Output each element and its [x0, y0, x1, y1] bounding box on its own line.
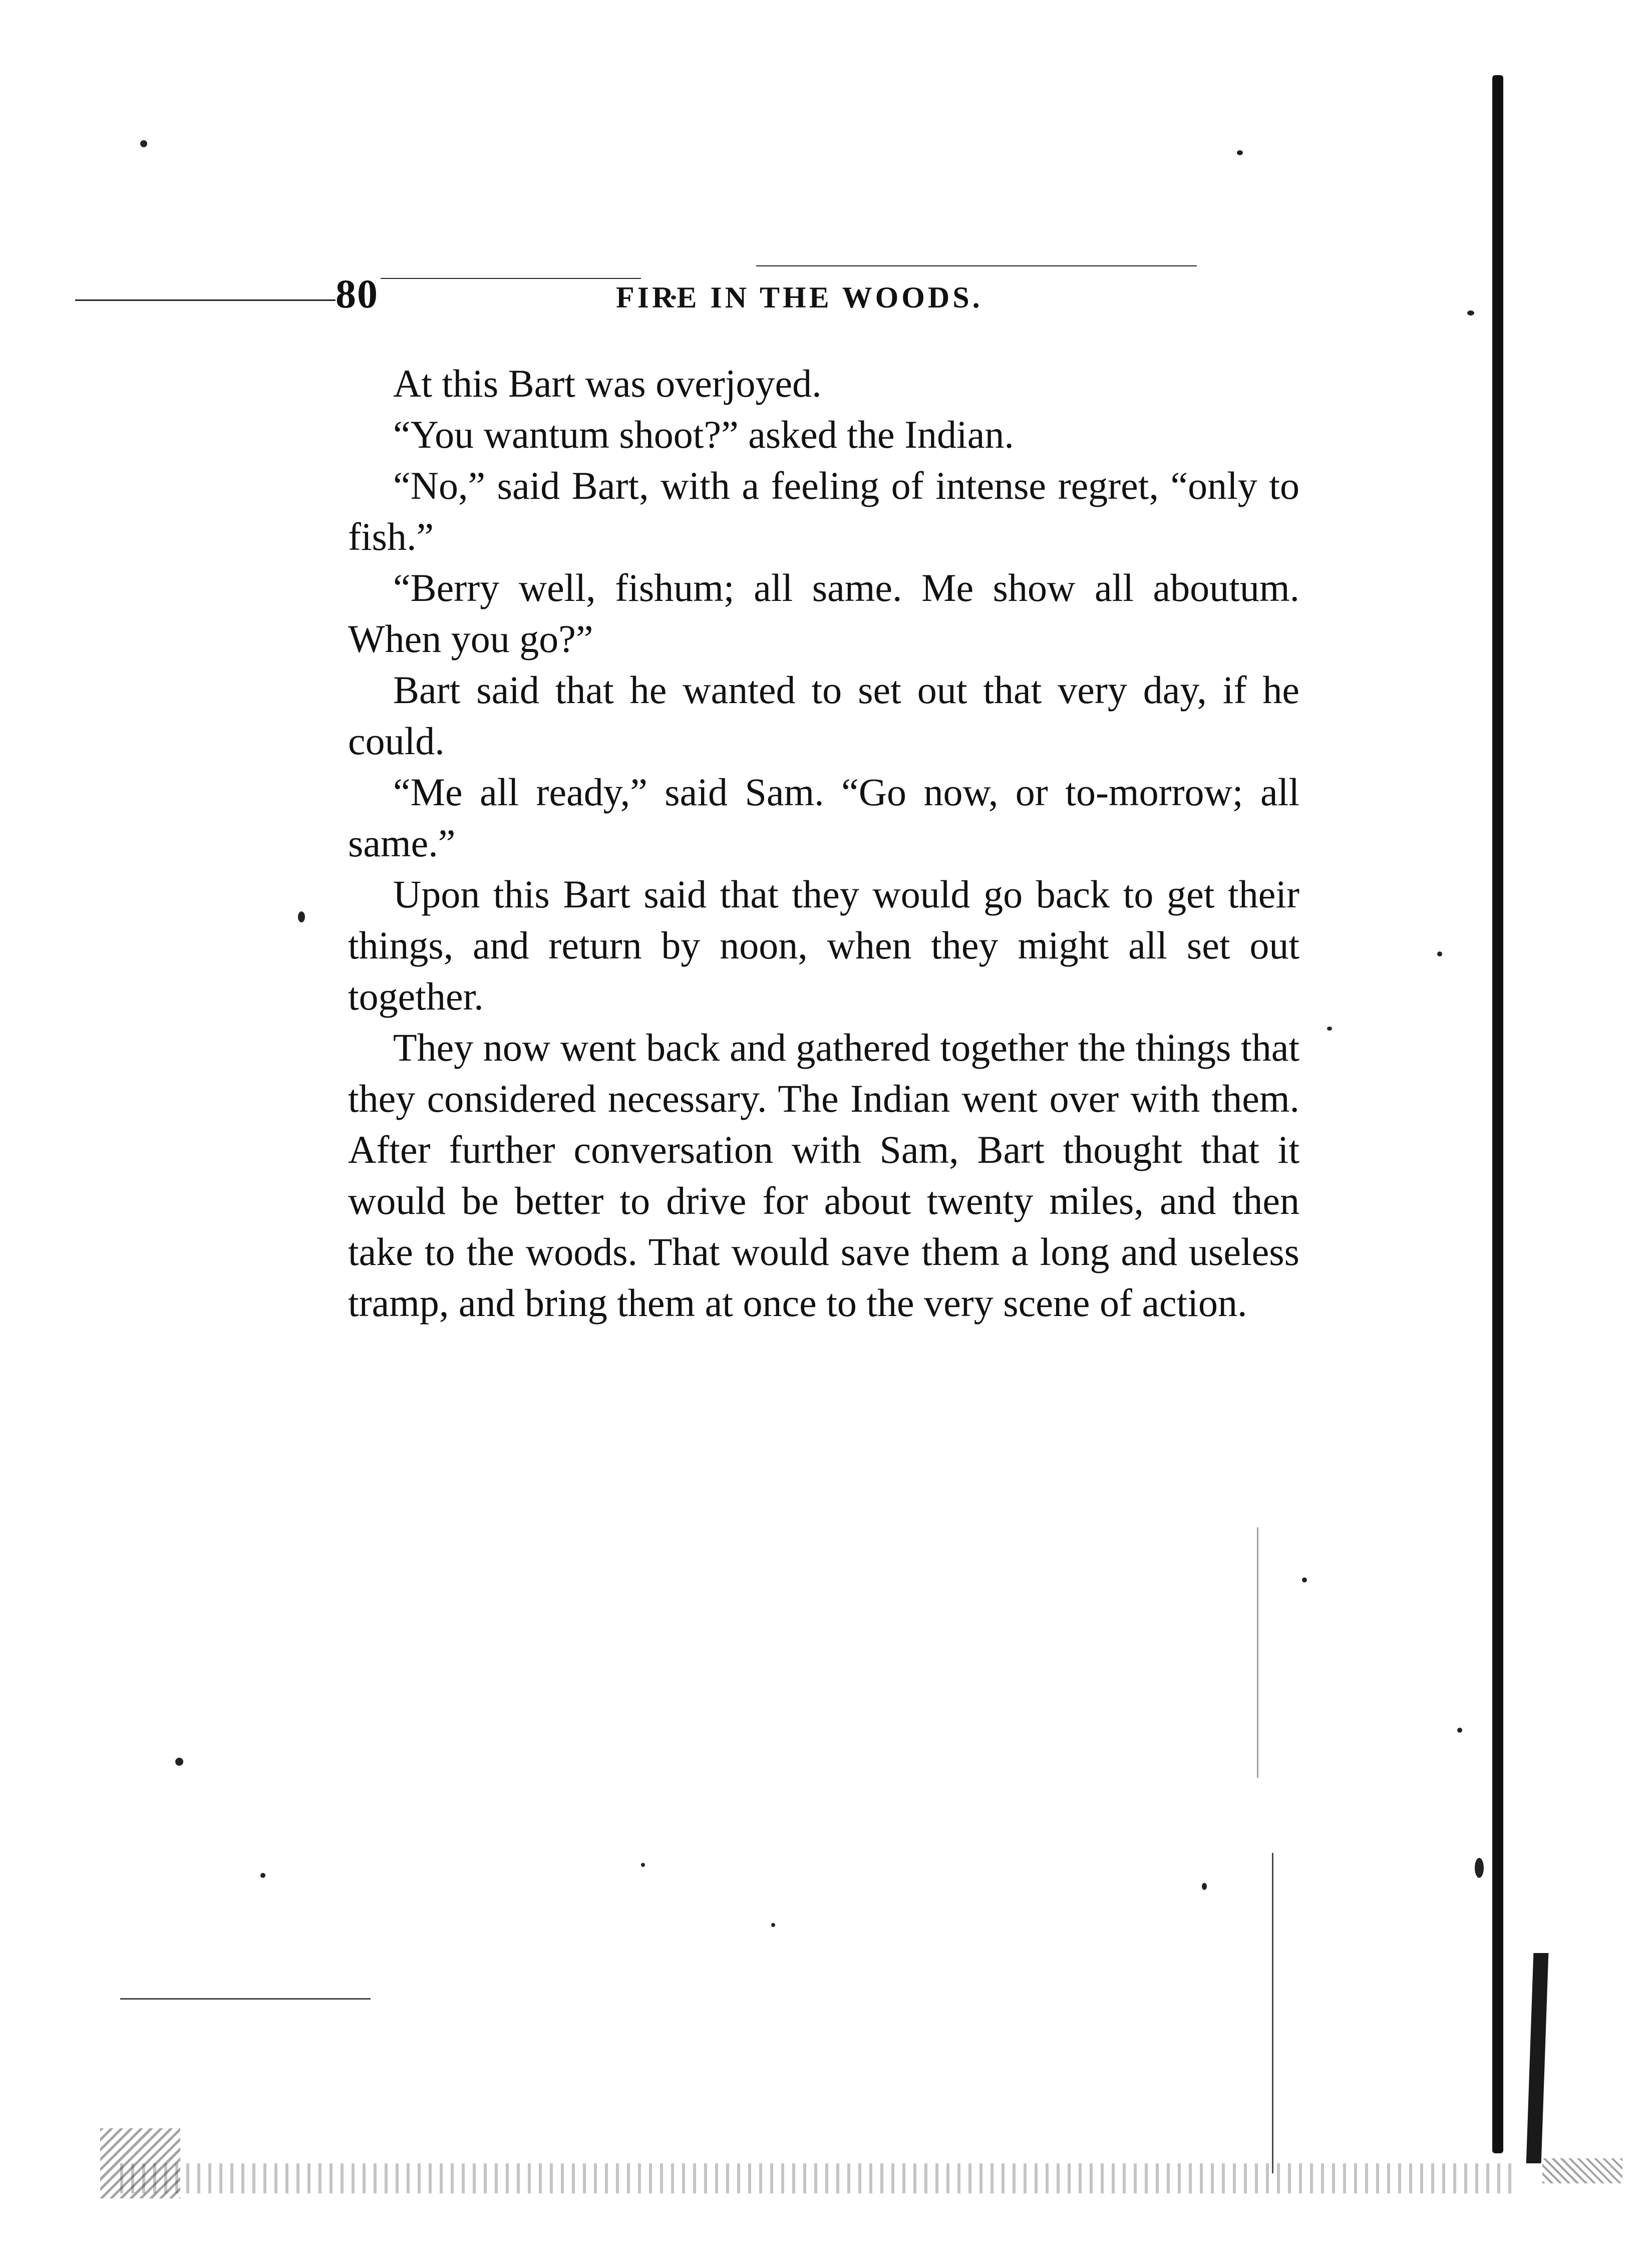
scan-noise-bottom-left — [100, 2128, 180, 2198]
speck — [771, 1923, 775, 1927]
paragraph: They now went back and gathered together the things that they considered necessary. The Indian went over with them. After further conversation with Sam, Bart thought that it would be better to drive for about twenty miles, and then take to the woods. That would save them a long and useless tramp, and bring them at once to the very scene of action. — [348, 1026, 1299, 1325]
paragraph: Upon this Bart said that they would go back to get their things, and return by noon, when they might all set out together. — [348, 872, 1299, 1018]
scan-noise-bottom — [120, 2163, 1512, 2193]
paragraph: “You wantum shoot?” asked the Indian. — [393, 413, 1014, 456]
paragraph: “No,” said Bart, with a feeling of intense regret, “only to fish.” — [348, 464, 1299, 558]
speck — [1327, 1027, 1332, 1031]
binding-shadow — [1526, 1953, 1549, 2163]
paragraph: At this Bart was overjoyed. — [393, 362, 822, 405]
paragraph: Bart said that he wanted to set out that very day, if he could. — [348, 668, 1299, 763]
speck — [260, 1873, 265, 1878]
running-title: FIRE IN THE WOODS. — [616, 281, 983, 314]
body-text — [348, 358, 1299, 1329]
header-rule-right — [756, 265, 1197, 266]
scan-noise-bottom-right — [1542, 2158, 1622, 2183]
page-number: 80 — [336, 271, 379, 316]
speck — [1437, 951, 1442, 956]
speck — [1302, 1577, 1307, 1582]
scan-line — [1257, 1527, 1258, 1778]
speck — [140, 140, 147, 147]
page-header — [336, 270, 1237, 326]
speck — [1475, 1858, 1484, 1878]
header-rule-left — [75, 299, 336, 301]
scan-line — [1272, 1853, 1273, 2173]
paragraph: “Me all ready,” said Sam. “Go now, or to-morrow; all same.” — [348, 770, 1299, 865]
speck — [1237, 150, 1243, 155]
scan-line — [120, 1998, 371, 2000]
speck — [1202, 1883, 1207, 1890]
binding-edge — [1492, 75, 1503, 2153]
speck — [175, 1758, 183, 1766]
speck — [1467, 310, 1474, 315]
speck — [1457, 1728, 1462, 1733]
speck — [641, 1863, 645, 1867]
speck — [298, 911, 305, 922]
paragraph: “Berry well, fishum; all same. Me show all aboutum. When you go?” — [348, 566, 1299, 661]
